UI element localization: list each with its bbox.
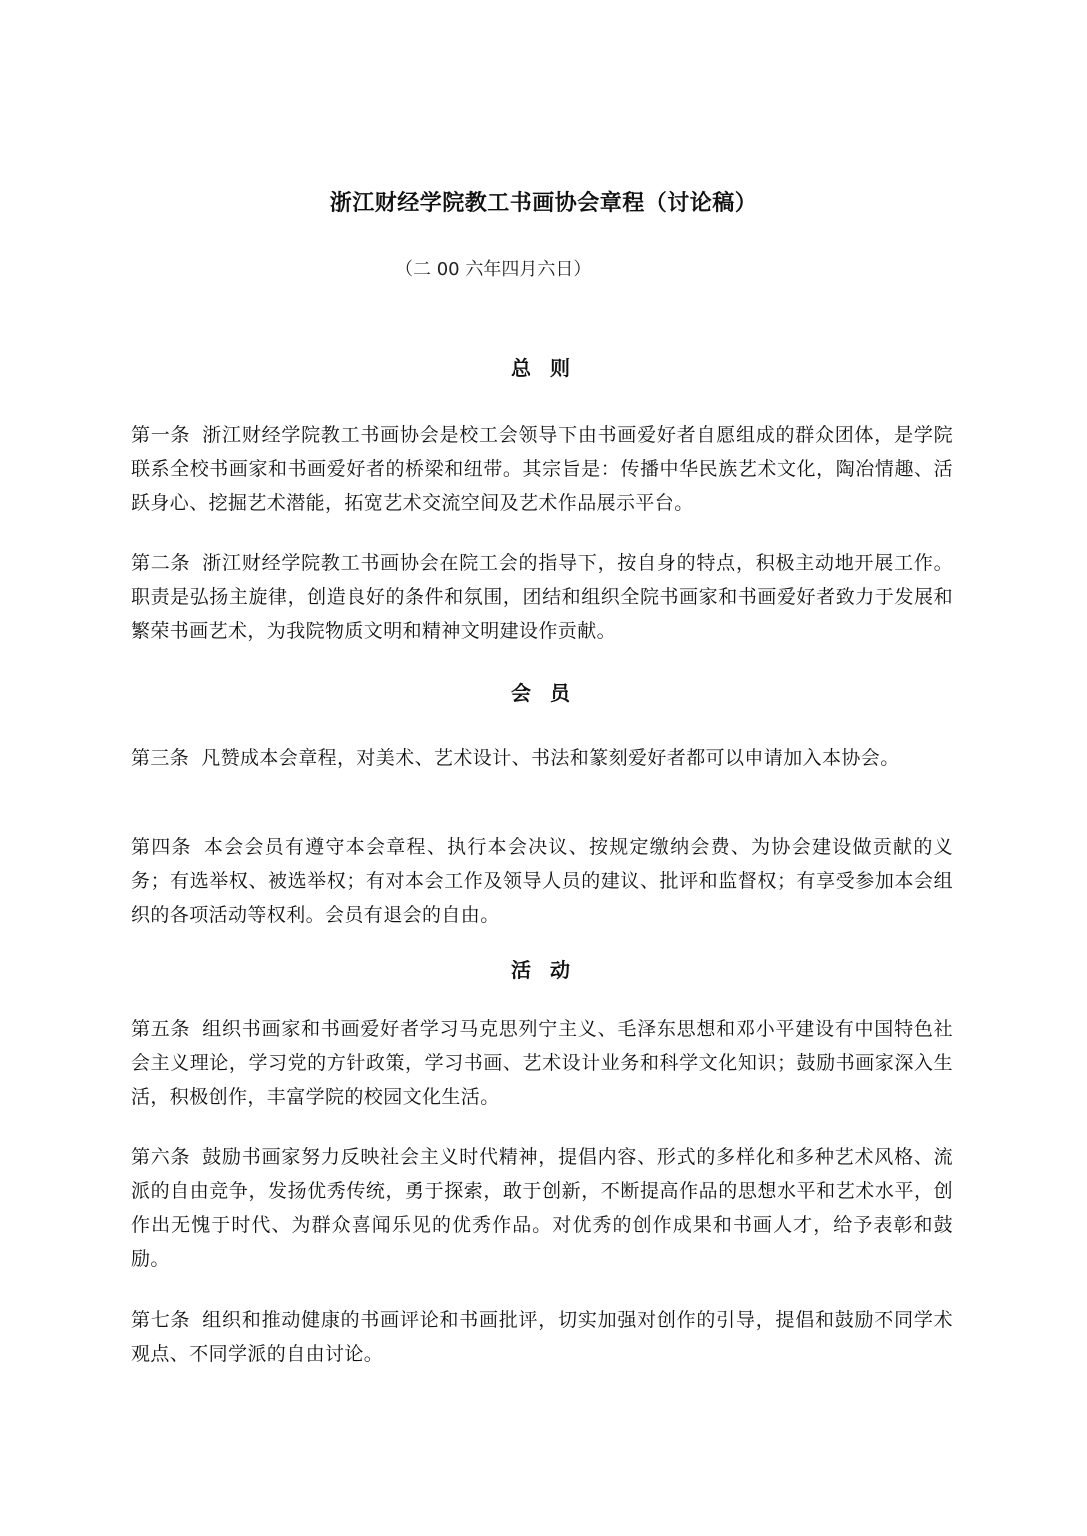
section-heading-general: 总 则: [511, 356, 576, 380]
article-text: 组织和推动健康的书画评论和书画批评，切实加强对创作的引导，提倡和鼓励不同学术观点、不同学派的自由讨论。: [131, 1309, 953, 1365]
article-5: [131, 1012, 953, 1114]
article-number: 第七条: [131, 1309, 191, 1331]
article-number: 第二条: [131, 552, 191, 574]
article-3: [131, 741, 953, 775]
article-number: 第三条: [131, 747, 190, 769]
document-date: （二 00 六年四月六日）: [395, 259, 592, 280]
article-1: [131, 418, 953, 520]
article-text: 凡赞成本会章程，对美术、艺术设计、书法和篆刻爱好者都可以申请加入本协会。: [201, 747, 900, 769]
article-7: [131, 1303, 953, 1371]
section-heading-activities: 活 动: [511, 958, 576, 982]
article-text: 浙江财经学院教工书画协会在院工会的指导下，按自身的特点，积极主动地开展工作。职责是弘扬主旋律，创造良好的条件和氛围，团结和组织全院书画家和书画爱好者致力于发展和繁荣书画艺术，为我院物质文明和精神文明建设作贡献。: [131, 552, 953, 642]
article-4: [131, 830, 953, 932]
document-title: 浙江财经学院教工书画协会章程（讨论稿）: [329, 191, 758, 216]
article-number: 第一条: [131, 424, 191, 446]
section-heading-members: 会 员: [511, 681, 576, 705]
article-2: [131, 546, 953, 648]
article-text: 浙江财经学院教工书画协会是校工会领导下由书画爱好者自愿组成的群众团体，是学院联系全校书画家和书画爱好者的桥梁和纽带。其宗旨是：传播中华民族艺术文化，陶冶情趣、活跃身心、挖掘艺术潜能，拓宽艺术交流空间及艺术作品展示平台。: [131, 424, 953, 514]
article-number: 第六条: [131, 1146, 191, 1168]
article-text: 鼓励书画家努力反映社会主义时代精神，提倡内容、形式的多样化和多种艺术风格、流派的自由竞争，发扬优秀传统，勇于探索，敢于创新，不断提高作品的思想水平和艺术水平，创作出无愧于时代、为群众喜闻乐见的优秀作品。对优秀的创作成果和书画人才，给予表彰和鼓励。: [131, 1146, 953, 1270]
article-text: 本会会员有遵守本会章程、执行本会决议、按规定缴纳会费、为协会建设做贡献的义务；有选举权、被选举权；有对本会工作及领导人员的建议、批评和监督权；有享受参加本会组织的各项活动等权利。会员有退会的自由。: [131, 836, 954, 926]
article-6: [131, 1140, 953, 1276]
article-number: 第五条: [131, 1018, 191, 1040]
article-number: 第四条: [131, 836, 192, 858]
article-text: 组织书画家和书画爱好者学习马克思列宁主义、毛泽东思想和邓小平建设有中国特色社会主义理论，学习党的方针政策，学习书画、艺术设计业务和科学文化知识；鼓励书画家深入生活，积极创作，丰富学院的校园文化生活。: [131, 1018, 953, 1108]
